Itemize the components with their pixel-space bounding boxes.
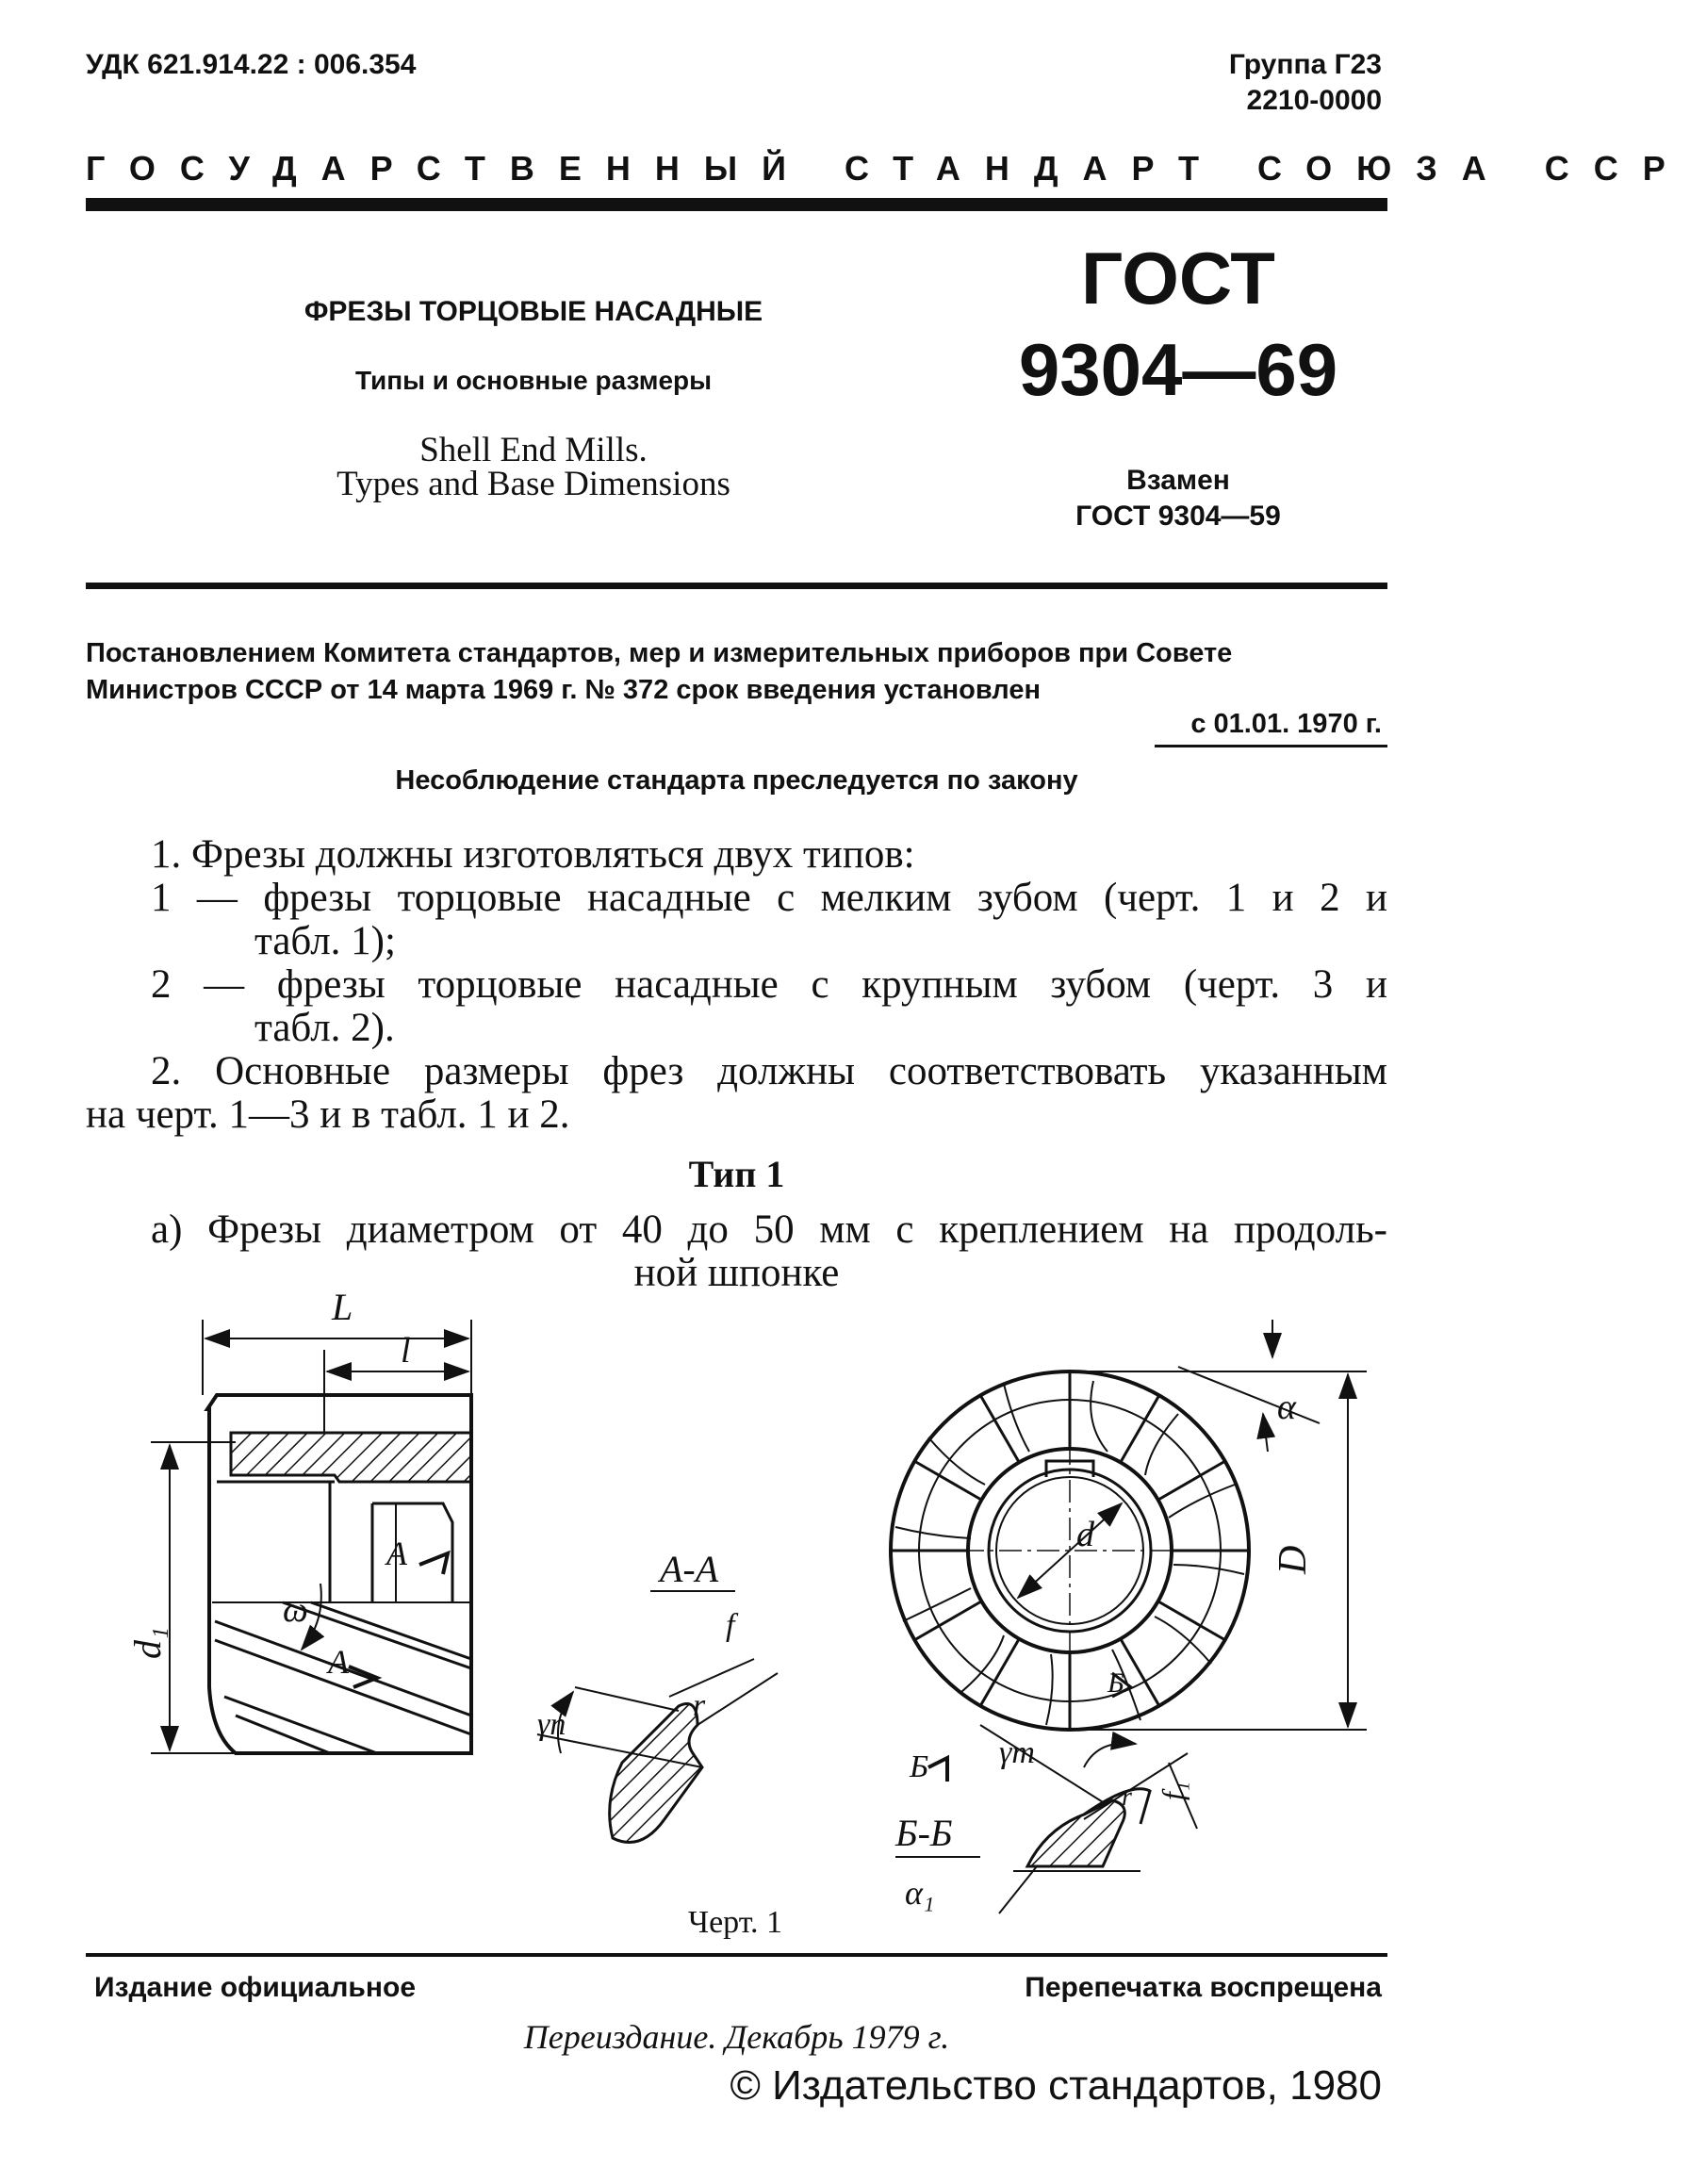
type-heading: Тип 1 bbox=[688, 1153, 785, 1195]
effective-date: с 01.01. 1970 г. bbox=[1190, 709, 1382, 739]
clause-1: 1. Фрезы должны изготовляться двух типов: bbox=[151, 832, 915, 877]
clause-2-line1: 2. Основные размеры фрез должны соответствовать указанным bbox=[151, 1049, 1387, 1093]
section-B-arrow-label: Б bbox=[910, 1749, 929, 1784]
footer-rule bbox=[86, 1953, 1387, 1957]
title-rule bbox=[86, 583, 1387, 589]
alpha-label: α bbox=[1277, 1388, 1296, 1427]
type1-desc-line2: табл. 1); bbox=[254, 919, 396, 963]
decree-line2: Министров СССР от 14 марта 1969 г. № 372 срок введения установлен bbox=[86, 675, 1041, 705]
dim-D-label: D bbox=[1272, 1545, 1315, 1574]
classifier-code: 2210-0000 bbox=[1246, 85, 1382, 116]
land-f1-label: f₁ bbox=[1156, 1781, 1190, 1800]
type2-desc-line1: 2 — фрезы торцовые насадные с крупным зубом (черт. 3 и bbox=[151, 962, 1387, 1007]
document-title: ФРЕЗЫ ТОРЦОВЫЕ НАСАДНЫЕ bbox=[304, 296, 763, 327]
decree-line1: Постановлением Комитета стандартов, мер и измерительных приборов при Совете bbox=[86, 638, 1233, 668]
group-label: Группа Г23 bbox=[1228, 49, 1382, 80]
document-subtitle: Типы и основные размеры bbox=[354, 366, 713, 395]
section-AA-view bbox=[537, 1591, 778, 1843]
section-A-bottom-label: А bbox=[328, 1643, 349, 1681]
header-rule bbox=[86, 198, 1387, 211]
english-title-line2: Types and Base Dimensions bbox=[336, 465, 730, 503]
gost-number: 9304—69 bbox=[1018, 328, 1338, 411]
date-underline bbox=[1155, 745, 1387, 747]
land-f-label: f bbox=[726, 1608, 735, 1643]
figure-caption: Черт. 1 bbox=[687, 1905, 783, 1940]
replaces-value: ГОСТ 9304—59 bbox=[1075, 501, 1281, 532]
gamma-n-label: γn bbox=[537, 1707, 566, 1742]
side-view bbox=[151, 1320, 471, 1753]
legal-warning: Несоблюдение стандарта преследуется по закону bbox=[395, 765, 1078, 796]
type2-desc-line2: табл. 2). bbox=[254, 1006, 395, 1050]
reissue-note: Переиздание. Декабрь 1979 г. bbox=[523, 2018, 950, 2056]
english-title-line1: Shell End Mills. bbox=[419, 431, 648, 469]
type1-desc-line1: 1 — фрезы торцовые насадные с мелким зубом (черт. 1 и 2 и bbox=[151, 876, 1387, 920]
subclause-a-line2: ной шпонке bbox=[633, 1251, 840, 1295]
replaces-label: Взамен bbox=[1126, 465, 1230, 496]
dim-L-label: L bbox=[332, 1286, 353, 1328]
radius-r1-label: r bbox=[1122, 1782, 1132, 1812]
official-edition: Издание официальное bbox=[94, 1972, 417, 2003]
section-AA-label: А-А bbox=[660, 1548, 719, 1590]
clause-2-line2: на черт. 1—3 и в табл. 1 и 2. bbox=[86, 1092, 570, 1137]
gost-label: ГОСТ bbox=[1081, 237, 1275, 320]
copyright: © Издательство стандартов, 1980 bbox=[730, 2062, 1382, 2109]
reprint-prohibited: Перепечатка воспрещена bbox=[1025, 1972, 1382, 2003]
omega-label: ω bbox=[283, 1590, 308, 1630]
technical-drawing bbox=[0, 1286, 1469, 1942]
dim-d1-label: d₁ bbox=[126, 1627, 169, 1659]
subclause-a-line1: а) Фрезы диаметром от 40 до 50 мм с креплением на продоль- bbox=[151, 1207, 1387, 1252]
section-B-small-label: Б bbox=[1108, 1667, 1124, 1699]
section-BB-label: Б-Б bbox=[895, 1812, 953, 1854]
state-standard-banner: ГОСУДАРСТВЕННЫЙ СТАНДАРТ СОЮЗА ССР bbox=[86, 149, 1690, 188]
dim-l-label: l bbox=[401, 1331, 411, 1371]
dim-d-label: d bbox=[1076, 1515, 1094, 1554]
section-A-top-label: А bbox=[386, 1535, 407, 1572]
alpha1-label: α₁ bbox=[905, 1874, 935, 1912]
udk-code: УДК 621.914.22 : 006.354 bbox=[86, 49, 417, 80]
gamma-t-label: γт bbox=[999, 1735, 1035, 1770]
radius-r-label: r bbox=[693, 1688, 706, 1723]
